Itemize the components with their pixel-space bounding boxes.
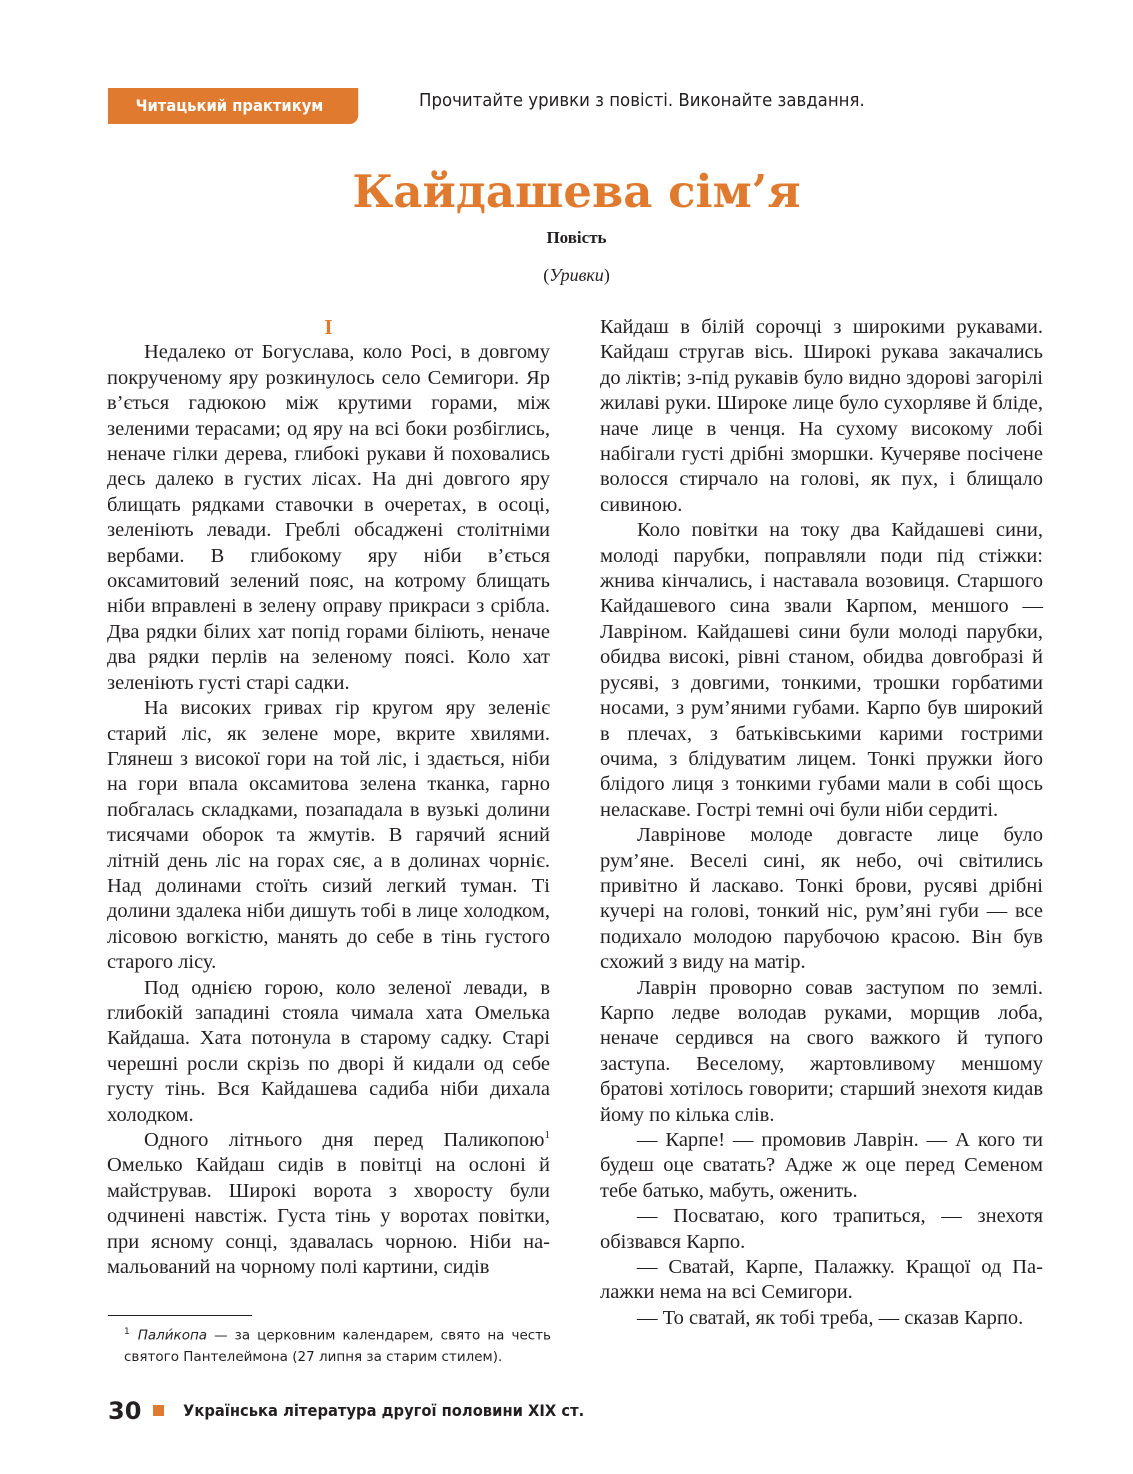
excerpts-text: Уривки [549,265,604,285]
section-badge [108,88,358,124]
section-badge-label: Читацький практикум [135,96,324,115]
left-text-column [107,315,550,1280]
right-text-column [600,315,1043,1331]
footnote [124,1322,551,1368]
footnote-divider [108,1315,252,1316]
paragraph: На високих гривах гір кругом яру зеленіє старий ліс, як зелене море, вкрите хвилями. Глянеш з високої гори на той ліс, і здається, ніби на гори впала оксамитова зелена тканка, гарно побгалась складками, позападала в вузькі долини тисячами оборок та жмутів. В гарячий ясний літній день ліс на горах сяє, а в долинах чорніє. Над долинами стоїть сизий легкий туман. Ті долини здалека ніби дишуть тобі в лице холодком, лісовою вогкістю, манять до себе в тінь густого старого лісу. [107,697,550,974]
excerpts-open-paren: ( [543,265,550,285]
paragraph: Лаврінове молоде довгасте лице було рум’яне. Веселі сині, як небо, очі світились привітно й ласкаво. Тонкі брови, русяві дрібні кучері на голові, тонкий ніс, рум’яні губи — все подихало молодою парубочою красою. Він був схожий з виду на матір. [600,824,1043,974]
paragraph: Недалеко от Богуслава, коло Росі, в довгому покрученому яру розкинулось село Семигори. Яр в’ється гадюкою між крутими горами, між зеленими терасами; од яру на всі боки розбіглись, неначе гілки дерева, глибокі рукави й поховались десь далеко в густих лісах. На дні довгого яру блищать рядками ставочки в очеретах, в осоці, зеленіють левади. Греблі обсаджені столітніми вербами. В глибокому яру ніби в’ється оксамитовий зелений пояс, на котрому блищать ніби вправлені в зелену оправу прикраси з срібла. Два рядки білих хат попід горами біліють, неначе два рядки перлів на зеленому поясі. Коло хат зеленіють густі старі садки. [107,341,550,694]
dialogue-line: — Карпе! — промовив Лаврін. — А кого ти будеш оце сватать? Адже ж оце перед Семеном тебе батько, мабуть, оженить. [600,1129,1043,1202]
footnote-term: Пали́копа [137,1327,208,1344]
paragraph: Кайдаш в білій сорочці з широкими рукавами. Кайдаш стругав вісь. Широкі рукава закачались до ліктів; з-під рукавів було видно здорові загорілі жилаві руки. Широке лице було сухорляве й бліде, наче лице в ченця. На сухому високому лобі набігали густі дрібні зморшки. Кучеряве посічене волосся стирчало на голові, як пух, і блищало сивиною. [600,316,1043,516]
dialogue-line: — Сватай, Карпе, Палажку. Кращої од Палажки нема на всі Семигори. [600,1256,1043,1304]
paragraph [107,1128,550,1280]
work-title: Кайдашева сім’я [352,165,801,218]
page-number: 30 [108,1397,142,1425]
genre-label: Повість [546,228,607,247]
paragraph: Коло повітки на току два Кайдашеві сини, молоді парубки, поправляли поди під стіжки: жнива кінчались, і наставала возовиця. Старшого Кайдашевого сина звали Карпом, меншого — Лавріном. Кайдашеві сини були молоді парубки, обидва високі, рівні станом, обидва довгобразі й русяві, з довгими, тонкими, трошки горбатими носами, з рум’яними губами. Карпо був широкий в плечах, з батьківськими карими гострими очима, з блідуватим лицем. Тонкі пружки його блідого лиця з тонкими губами мали в собі щось неласкаве. Гострі темні очі були ніби сердиті. [600,519,1043,821]
running-title: Українська література другої половини XIX ст. [183,1401,585,1420]
task-instruction: Прочитайте уривки з повісті. Виконайте завдання. [419,90,865,111]
excerpts-close-paren: ) [603,265,610,285]
footnote-text: — за церковним календарем, свято на честь святого Пантелеймона (27 липня за старим стилем). [124,1327,551,1365]
excerpts-label [0,264,1133,286]
dialogue-line: — Посватаю, кого трапиться, — знехотя обізвався Карпо. [600,1205,1043,1253]
dialogue-line: — То сватай, як тобі треба, — сказав Карпо. [637,1306,1024,1329]
footnote-reference[interactable]: 1 [544,1129,550,1142]
paragraph-text: Одного літнього дня перед Паликопою [144,1129,545,1151]
paragraph-text: Омелько Кайдаш сидів в повітці на ослоні й майстрував. Широкі ворота з хворосту були одчинені навстіж. Густа тінь у воротах повітки, при ясному сонці, здавалась чорною. Ніби намальований на чорному полі картини, сидів [107,1154,550,1279]
paragraph: Под однією горою, коло зеленої левади, в глибокій западині стояла чимала хата Омелька Кайдаша. Хата потонула в старому садку. Старі черешні росли скрізь по дворі й кидали од себе густу тінь. Вся Кайдашева садиба ніби дихала холодком. [107,976,550,1126]
paragraph: Лаврін проворно совав заступом по землі. Карпо ледве володав руками, морщив лоба, неначе сердився на свого важкого й тупого заступа. Веселому, жартовливому меншому братові хотілось говорити; старший знехотя кидав йому по кілька слів. [600,976,1043,1126]
footnote-number: 1 [124,1327,130,1337]
square-bullet-icon [153,1405,164,1416]
chapter-number: I [324,315,333,339]
